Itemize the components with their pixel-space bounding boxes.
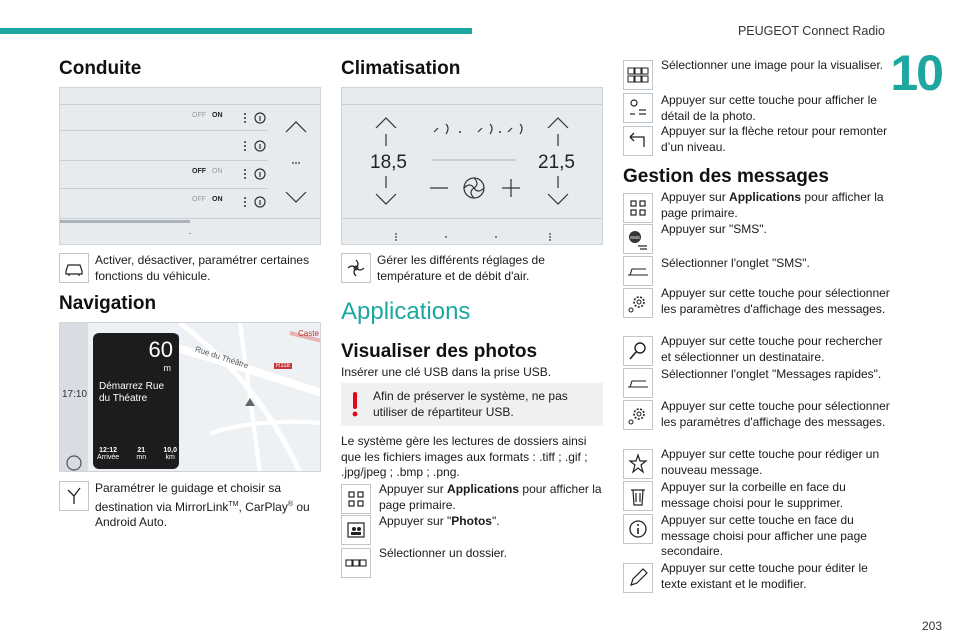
folder-icon-box [341,548,371,578]
formats-text: Le système gère les lectures de dossiers ainsi que les fichiers images aux formats : .tiff ; .gif ; .jpg/jpeg ; .bmp ; .png. [341,434,588,479]
back-icon-box [623,126,653,156]
sms-icon-box [623,224,653,254]
temp-left: 18,5 [370,152,407,173]
messages-step-5: Appuyer sur cette touche pour rechercher et sélectionner un destinataire. [661,334,883,364]
photos-title: Visualiser des photos [341,341,538,362]
warning-box [341,383,603,426]
fan-icon [344,256,368,280]
climatisation-title: Climatisation [341,58,461,79]
messages-step-4: Appuyer sur cette touche pour sélectionner les paramètres d'affichage des messages. [661,286,890,316]
stat-arrival: 12:12 Arrivée [97,447,120,461]
fan-icon-box [341,253,371,283]
settings-icon-box-2 [623,400,653,430]
folder-list-icon [344,551,368,575]
svg-text:SMS: SMS [630,235,640,240]
warning-icon [351,392,359,418]
info-icon-box [623,514,653,544]
photos-step-2: Appuyer sur "Photos". [379,514,500,528]
navigation-arrow-icon [62,484,86,508]
quick-tab-icon-box [623,368,653,398]
info-icon [626,517,650,541]
apps-grid-icon [626,196,650,220]
tab-select-icon [626,259,650,283]
distance-value: 60 [148,337,173,362]
navigation-description: Paramétrer le guidage et choisir sa destination via MirrorLink™, CarPlay® ou Android Auto. [95,481,310,529]
messages-step-2: Appuyer sur "SMS". [661,222,767,236]
right-text-1: Sélectionner une image pour la visualiser. [661,58,884,72]
trash-icon-box [623,481,653,511]
conduite-title: Conduite [59,58,142,79]
header-title: PEUGEOT Connect Radio [737,24,885,38]
panel-dot: · [188,228,192,238]
chapter-number: 10 [890,45,942,101]
messages-step-7: Appuyer sur cette touche pour sélectionner les paramètres d'affichage des messages. [661,399,890,429]
temp-right: 21,5 [538,152,575,173]
toggle-row-3[interactable]: OFF ON [192,168,223,175]
navigation-screen [59,322,321,472]
edit-icon-box [623,563,653,593]
map-street-label: Rue du Théâtre [193,344,250,371]
stat-duration: 21 mn [136,447,147,461]
messages-step-6: Sélectionner l'onglet "Messages rapides". [661,367,882,381]
climatisation-description: Gérer les différents réglages de température et de débit d'air. [377,253,545,283]
page-number: 203 [921,619,942,633]
compose-star-icon [626,452,650,476]
tab-select-icon [626,371,650,395]
navigation-icon-box [59,481,89,511]
distance-unit: m [163,363,171,373]
settings-icon-box [623,288,653,318]
settings-icons-column [240,108,270,218]
car-settings-icon-box [59,253,89,283]
messages-step-8: Appuyer sur cette touche pour rédiger un nouveau message. [661,447,880,477]
conduite-description: Activer, désactiver, paramétrer certaines fonctions du véhicule. [95,253,310,283]
conduite-screen [59,87,321,245]
detail-icon-box [623,93,653,123]
apps-grid-icon [344,487,368,511]
trash-icon [626,484,650,508]
back-arrow-icon [626,129,650,153]
tab-icon-box [623,256,653,286]
gear-icon [626,403,650,427]
guidance-instruction: Démarrez Rue du Théatre [99,381,165,404]
road-badge: R118 [276,363,290,369]
position-marker [245,398,255,406]
car-icon [62,256,86,280]
msg-apps-icon-box [623,193,653,223]
image-grid-icon-box [623,60,653,90]
climatisation-screen [341,87,603,245]
messages-title: Gestion des messages [623,166,829,187]
detail-info-icon [626,96,650,120]
photos-intro: Insérer une clé USB dans la prise USB. [341,365,552,379]
navigation-title: Navigation [59,293,157,314]
messages-step-10: Appuyer sur cette touche en face du message choisi pour afficher une page secondaire. [661,513,867,558]
map-clock: 17:10 [62,389,88,400]
guidance-card [93,333,179,469]
image-grid-icon [626,63,650,87]
sms-icon [626,227,650,251]
right-text-3: Appuyer sur la flèche retour pour remonter d’un niveau. [661,124,888,154]
compose-icon-box [623,449,653,479]
scroll-arrows-icon[interactable] [282,118,310,208]
search-icon-box [623,336,653,366]
photos-icon-box [341,515,371,545]
pencil-icon [626,566,650,590]
messages-step-9: Appuyer sur la corbeille en face du message choisi pour le supprimer. [661,480,846,510]
search-icon [626,339,650,363]
applications-title: Applications [341,298,471,325]
map-corner-text: Caste [298,329,319,338]
photos-step-1: Appuyer sur Applications pour afficher la page primaire. [379,482,602,512]
messages-step-3: Sélectionner l'onglet "SMS". [661,256,810,270]
gear-icon [626,291,650,315]
photos-step-3: Sélectionner un dossier. [379,546,508,560]
trip-stats [97,447,177,461]
apps-icon-box [341,484,371,514]
stat-distance: 10,0 km [163,447,177,461]
warning-text: Afin de préserver le système, ne pas utiliser de répartiteur USB. [373,389,568,419]
photos-icon [344,518,368,542]
messages-step-11: Appuyer sur cette touche pour éditer le texte existant et le modifier. [661,561,868,591]
messages-step-1: Appuyer sur Applications pour afficher la page primaire. [661,190,884,220]
header-accent-bar [0,28,472,34]
toggle-row-4[interactable]: OFF ON [192,196,223,203]
right-text-2: Appuyer sur cette touche pour afficher le détail de la photo. [661,93,877,123]
toggle-row-1[interactable]: OFF ON [192,112,223,119]
